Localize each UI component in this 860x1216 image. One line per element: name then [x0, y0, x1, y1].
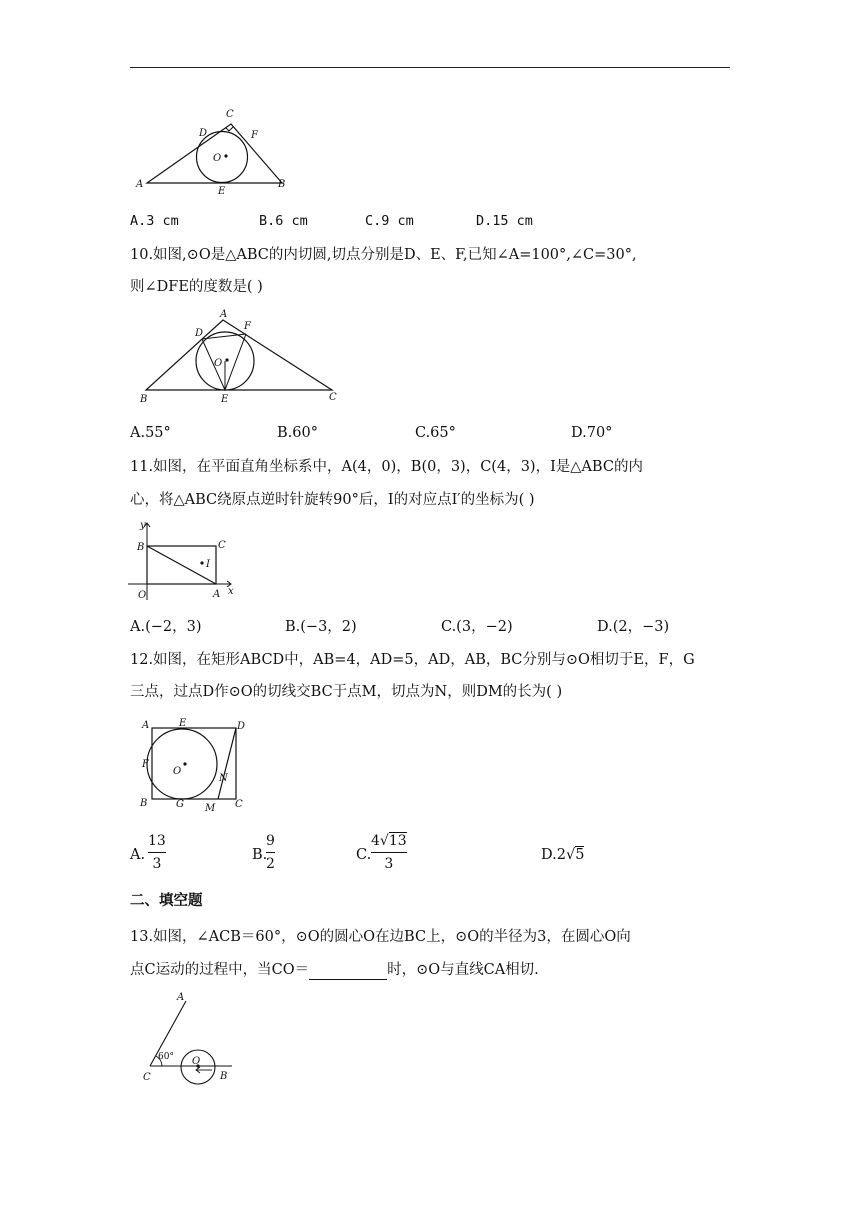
q12-figure: [135, 715, 250, 815]
q11-option-c[interactable]: C.(3，−2): [441, 619, 513, 635]
svg-text:C: C: [143, 1072, 151, 1083]
q9-option-c[interactable]: C.9 cm: [365, 213, 414, 229]
q10-text-line1: 10.如图,⊙O是△ABC的内切圆,切点分别是D、E、F,已知∠A=100°,∠C=30°,: [130, 247, 637, 263]
svg-text:O: O: [213, 153, 222, 164]
svg-text:y: y: [140, 520, 146, 531]
q10-figure: [130, 306, 350, 406]
svg-text:A: A: [142, 720, 150, 731]
svg-text:F: F: [142, 759, 149, 770]
q13-figure: [140, 988, 250, 1088]
q13-answer-blank[interactable]: [309, 963, 387, 980]
q10-option-d[interactable]: D.70°: [571, 425, 613, 441]
q12-text-line1: 12.如图，在矩形ABCD中，AB=4，AD=5，AD，AB，BC分别与⊙O相切于E，F，G: [130, 652, 695, 668]
svg-text:M: M: [205, 803, 216, 814]
q11-figure: [128, 518, 243, 603]
svg-text:60°: 60°: [158, 1052, 174, 1062]
q9-figure: [130, 105, 300, 200]
section-title: 二、填空题: [130, 893, 203, 909]
svg-text:O: O: [173, 766, 182, 777]
q10-option-c[interactable]: C.65°: [415, 425, 456, 441]
svg-text:C: C: [329, 392, 337, 403]
q11-option-a[interactable]: A.(−2，3): [130, 619, 202, 635]
svg-text:O: O: [214, 358, 223, 369]
q12-option-a-fraction[interactable]: 13 3: [148, 833, 166, 872]
svg-text:B: B: [140, 798, 148, 809]
q13-text-line2: 点C运动的过程中，当CO＝ 时，⊙O与直线CA相切.: [130, 962, 539, 978]
q12-option-a-prefix[interactable]: A.: [130, 847, 146, 863]
svg-text:O: O: [138, 590, 147, 601]
q9-option-d[interactable]: D.15 cm: [476, 213, 533, 229]
q9-option-a[interactable]: A.3 cm: [130, 213, 179, 229]
q10-text-line2: 则∠DFE的度数是( ): [130, 279, 263, 295]
svg-text:O: O: [192, 1056, 201, 1067]
svg-text:B: B: [140, 394, 148, 405]
svg-text:D: D: [195, 328, 204, 339]
svg-text:A: A: [213, 589, 221, 600]
svg-text:G: G: [176, 799, 184, 810]
svg-text:E: E: [221, 394, 229, 405]
svg-text:F: F: [251, 130, 258, 141]
q12-text-line2: 三点，过点D作⊙O的切线交BC于点M，切点为N，则DM的长为( ): [130, 684, 563, 700]
svg-text:A: A: [177, 992, 185, 1003]
q10-option-b[interactable]: B.60°: [277, 425, 318, 441]
q13-text-line1: 13.如图，∠ACB＝60°，⊙O的圆心O在边BC上，⊙O的半径为3，在圆心O向: [130, 929, 631, 945]
q10-option-a[interactable]: A.55°: [130, 425, 171, 441]
q11-option-d[interactable]: D.(2，−3): [597, 619, 670, 635]
svg-text:B: B: [220, 1071, 228, 1082]
svg-text:D: D: [199, 128, 208, 139]
svg-text:F: F: [244, 321, 251, 332]
svg-text:A: A: [136, 179, 144, 190]
q12-option-b-prefix[interactable]: B.: [252, 847, 268, 863]
svg-text:D: D: [237, 721, 246, 732]
q11-option-b[interactable]: B.(−3，2): [285, 619, 357, 635]
q12-option-c-fraction[interactable]: 4√13 3: [371, 833, 407, 872]
svg-text:N: N: [219, 773, 228, 784]
svg-text:I: I: [206, 559, 210, 570]
svg-text:E: E: [179, 718, 187, 729]
svg-text:A: A: [220, 309, 228, 320]
q11-text-line2: 心，将△ABC绕原点逆时针旋转90°后，I的对应点I′的坐标为( ): [130, 492, 535, 508]
svg-text:C: C: [235, 799, 243, 810]
q11-text-line1: 11.如图，在平面直角坐标系中，A(4，0)，B(0，3)，C(4，3)，I是△ABC的内: [130, 459, 643, 475]
q9-option-b[interactable]: B.6 cm: [259, 213, 308, 229]
svg-text:B: B: [278, 179, 286, 190]
q12-option-d[interactable]: D.2√5: [541, 847, 585, 863]
svg-text:E: E: [218, 186, 226, 197]
svg-text:B: B: [137, 542, 145, 553]
svg-text:C: C: [218, 540, 226, 551]
q12-option-c-prefix[interactable]: C.: [356, 847, 372, 863]
svg-text:x: x: [228, 586, 234, 597]
header-rule: [130, 67, 730, 68]
svg-text:C: C: [226, 109, 234, 120]
q12-option-b-fraction[interactable]: 9 2: [266, 833, 275, 872]
